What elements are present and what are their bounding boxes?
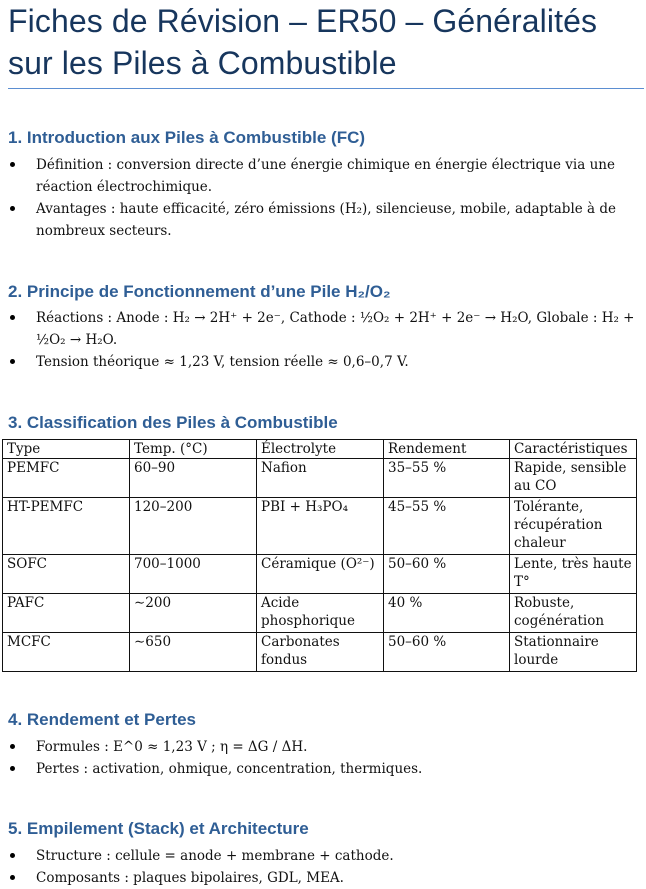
section-heading-efficiency: 4. Rendement et Pertes [8, 710, 197, 729]
bullet-text: Avantages : haute efficacité, zéro émissions (H₂), silencieuse, mobile, adaptable à de nombreux secteurs. [36, 201, 617, 239]
table-cell: PBI + H₃PO₄ [257, 498, 384, 555]
table-row [3, 594, 637, 633]
table-cell: 35–55 % [384, 459, 510, 498]
table-cell: Carbonates fondus [257, 633, 384, 672]
bullet-text: Pertes : activation, ohmique, concentration, thermiques. [36, 761, 423, 777]
section-heading-stack: 5. Empilement (Stack) et Architecture [8, 819, 309, 838]
table-cell: PAFC [3, 594, 130, 633]
title-divider [8, 88, 644, 89]
list-item [8, 758, 638, 780]
bullet-icon [10, 359, 15, 364]
table-cell: SOFC [3, 555, 130, 594]
list-item [8, 351, 638, 373]
table-cell: Acide phosphorique [257, 594, 384, 633]
table-cell: Lente, très haute T° [510, 555, 637, 594]
list-item [8, 845, 638, 867]
table-header-cell: Temp. (°C) [130, 440, 257, 459]
table-header-row [3, 440, 637, 459]
bullet-text: Réactions : Anode : H₂ → 2H⁺ + 2e⁻, Cathode : ½O₂ + 2H⁺ + 2e⁻ → H₂O, Globale : H₂ + ½O₂ → H₂O. [36, 310, 635, 348]
table-cell: 700–1000 [130, 555, 257, 594]
table-header-cell: Rendement [384, 440, 510, 459]
document-title: Fiches de Révision – ER50 – Généralités sur les Piles à Combustible [8, 3, 598, 81]
table-cell: 45–55 % [384, 498, 510, 555]
bullet-icon [10, 206, 15, 211]
table-row [3, 633, 637, 672]
table-cell: 120–200 [130, 498, 257, 555]
table-cell: 60–90 [130, 459, 257, 498]
table-cell: Stationnaire lourde [510, 633, 637, 672]
list-item [8, 198, 638, 242]
list-item [8, 736, 638, 758]
table-header-cell: Électrolyte [257, 440, 384, 459]
section-heading-classification: 3. Classification des Piles à Combustible [8, 413, 338, 432]
bullet-text: Définition : conversion directe d’une énergie chimique en énergie électrique via une réaction électrochimique. [36, 157, 615, 195]
table-cell: Céramique (O²⁻) [257, 555, 384, 594]
table-row [3, 555, 637, 594]
list-item [8, 307, 638, 351]
bullet-text: Structure : cellule = anode + membrane + cathode. [36, 848, 394, 864]
table-row [3, 459, 637, 498]
bullet-icon [10, 875, 15, 880]
table-cell: MCFC [3, 633, 130, 672]
bullet-icon [10, 744, 15, 749]
bullet-text: Composants : plaques bipolaires, GDL, MEA. [36, 870, 344, 886]
table-header-cell: Caractéristiques [510, 440, 637, 459]
bullet-text: Formules : E^0 ≈ 1,23 V ; η = ΔG / ΔH. [36, 739, 308, 755]
table-row [3, 498, 637, 555]
stack-bullet-list [8, 845, 638, 889]
table-cell: Nafion [257, 459, 384, 498]
table-cell: HT-PEMFC [3, 498, 130, 555]
introduction-bullet-list [8, 154, 638, 242]
fuel-cell-classification-table [2, 439, 637, 672]
table-cell: ∼200 [130, 594, 257, 633]
section-heading-principle: 2. Principe de Fonctionnement d’une Pile H₂/O₂ [8, 282, 391, 301]
principle-bullet-list [8, 307, 638, 373]
table-cell: PEMFC [3, 459, 130, 498]
table-cell: ∼650 [130, 633, 257, 672]
table-header-cell: Type [3, 440, 130, 459]
bullet-text: Tension théorique ≈ 1,23 V, tension réelle ≈ 0,6–0,7 V. [36, 354, 409, 370]
bullet-icon [10, 766, 15, 771]
list-item [8, 867, 638, 889]
bullet-icon [10, 315, 15, 320]
table-cell: Tolérante, récupération chaleur [510, 498, 637, 555]
list-item [8, 154, 638, 198]
table-cell: 40 % [384, 594, 510, 633]
table-cell: Rapide, sensible au CO [510, 459, 637, 498]
table-cell: Robuste, cogénération [510, 594, 637, 633]
section-heading-introduction: 1. Introduction aux Piles à Combustible (FC) [8, 128, 366, 147]
efficiency-bullet-list [8, 736, 638, 780]
bullet-icon [10, 853, 15, 858]
table-cell: 50–60 % [384, 555, 510, 594]
table-cell: 50–60 % [384, 633, 510, 672]
bullet-icon [10, 162, 15, 167]
